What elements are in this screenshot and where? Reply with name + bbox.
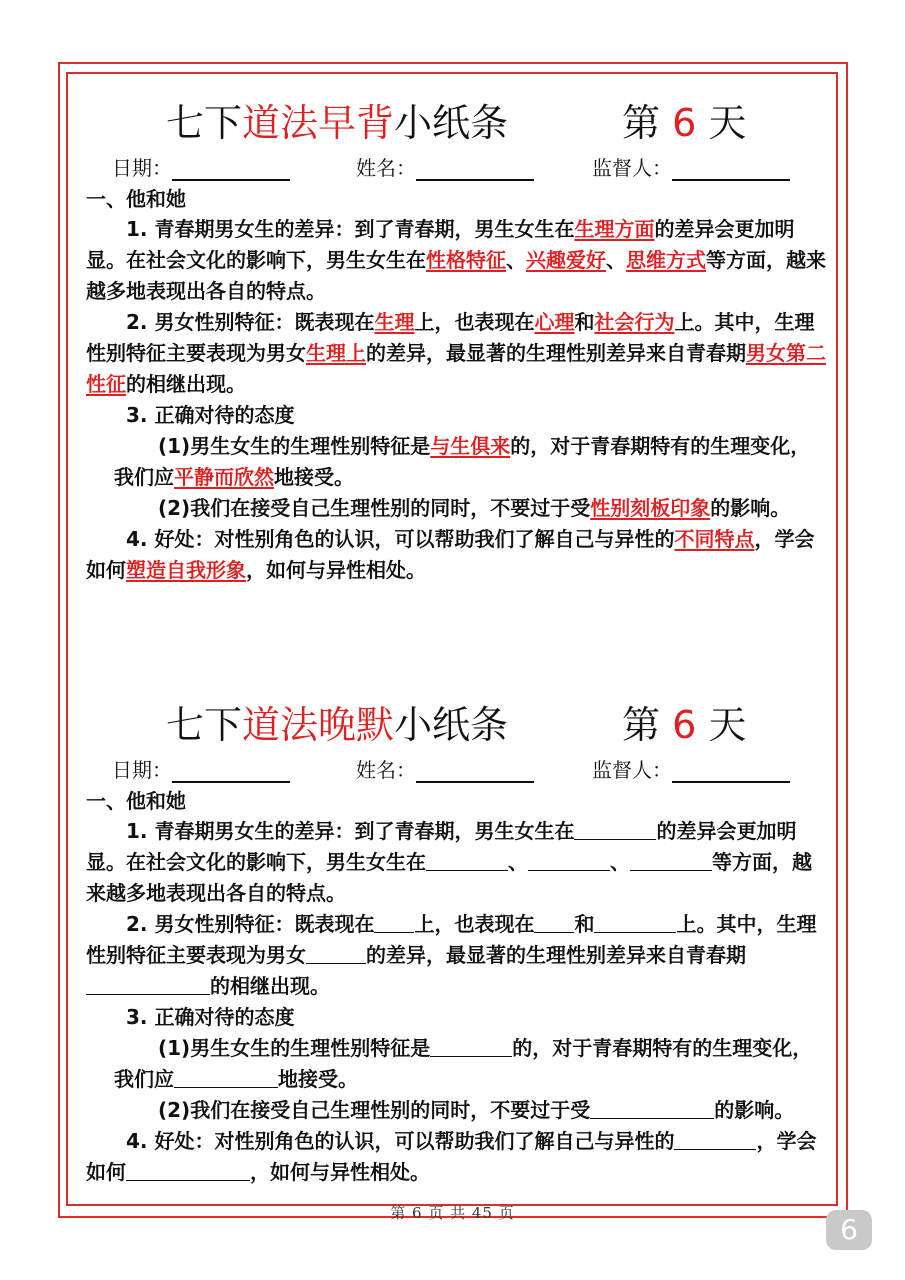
- blank[interactable]: [174, 1065, 278, 1088]
- morning-day: 第 6 天: [622, 101, 747, 145]
- supervisor-field[interactable]: 监督人：: [592, 152, 790, 181]
- date-field[interactable]: 日期：: [112, 754, 290, 783]
- heading: 一、他和她: [86, 789, 186, 813]
- name-field[interactable]: 姓名：: [356, 152, 534, 181]
- blank[interactable]: [374, 910, 414, 933]
- morning-title: 七下道法早背小纸条 第 6 天: [86, 92, 826, 144]
- blank[interactable]: [590, 1096, 714, 1119]
- blank[interactable]: [534, 910, 574, 933]
- supervisor-field[interactable]: 监督人：: [592, 754, 790, 783]
- evening-day: 第 6 天: [622, 703, 747, 747]
- blank[interactable]: [594, 910, 676, 933]
- item-2: 2. 男女性别特征：既表现在生理上，也表现在心理和社会行为上。其中，生理性别特征主要表现为男女生理上的差异，最显著的生理性别差异来自青春期男女第二性征的相继出现。: [86, 310, 826, 396]
- blank[interactable]: [86, 972, 210, 995]
- item-2: 2. 男女性别特征：既表现在 上，也表现在 和 上。其中，生理性别特征主要表现为男女 的差异，最显著的生理性别差异来自青春期的相继出现。: [86, 912, 817, 998]
- item-3-2: (2)我们在接受自己生理性别的同时，不要过于受性别刻板印象的影响。: [158, 496, 791, 520]
- evening-title: 七下道法晚默小纸条 第 6 天: [86, 694, 826, 746]
- item-1: 1. 青春期男女生的差异：到了青春期，男生女生在 的差异会更加明显。在社会文化的影响下，男生女生在 、 、 等方面，越来越多地表现出各自的特点。: [86, 819, 812, 905]
- blank[interactable]: [630, 848, 712, 871]
- evening-section: [86, 694, 826, 1188]
- blank[interactable]: [126, 1158, 250, 1181]
- item-3-1: (1)男生女生的生理性别特征是 的，对于青春期特有的生理变化，我们应 地接受。: [114, 1036, 813, 1091]
- item-3: 3. 正确对待的态度: [126, 1005, 295, 1029]
- item-3: 3. 正确对待的态度: [126, 403, 295, 427]
- blank[interactable]: [674, 1127, 756, 1150]
- page-number-badge: 6: [826, 1210, 872, 1250]
- item-3-1: (1)男生女生的生理性别特征是与生俱来的，对于青春期特有的生理变化，我们应平静而欣然地接受。: [114, 434, 811, 489]
- page-footer: 第 6 页 共 45 页: [390, 1204, 515, 1222]
- blank[interactable]: [430, 1034, 512, 1057]
- date-field[interactable]: 日期：: [112, 152, 290, 181]
- item-4: 4. 好处：对性别角色的认识，可以帮助我们了解自己与异性的 ，学会如何 ，如何与异性相处。: [86, 1129, 817, 1184]
- blank[interactable]: [426, 848, 508, 871]
- blank[interactable]: [528, 848, 610, 871]
- item-3-2: (2)我们在接受自己生理性别的同时，不要过于受 的影响。: [158, 1098, 795, 1122]
- morning-info-row: [86, 144, 826, 184]
- heading: 一、他和她: [86, 187, 186, 211]
- item-1: 1. 青春期男女生的差异：到了青春期，男生女生在生理方面的差异会更加明显。在社会文化的影响下，男生女生在性格特征、兴趣爱好、思维方式等方面，越来越多地表现出各自的特点。: [86, 217, 826, 303]
- name-field[interactable]: 姓名：: [356, 754, 534, 783]
- blank[interactable]: [306, 941, 366, 964]
- item-4: 4. 好处：对性别角色的认识，可以帮助我们了解自己与异性的不同特点，学会如何塑造自我形象，如何与异性相处。: [86, 527, 815, 582]
- evening-info-row: [86, 746, 826, 786]
- morning-section: [86, 92, 826, 586]
- blank[interactable]: [574, 817, 656, 840]
